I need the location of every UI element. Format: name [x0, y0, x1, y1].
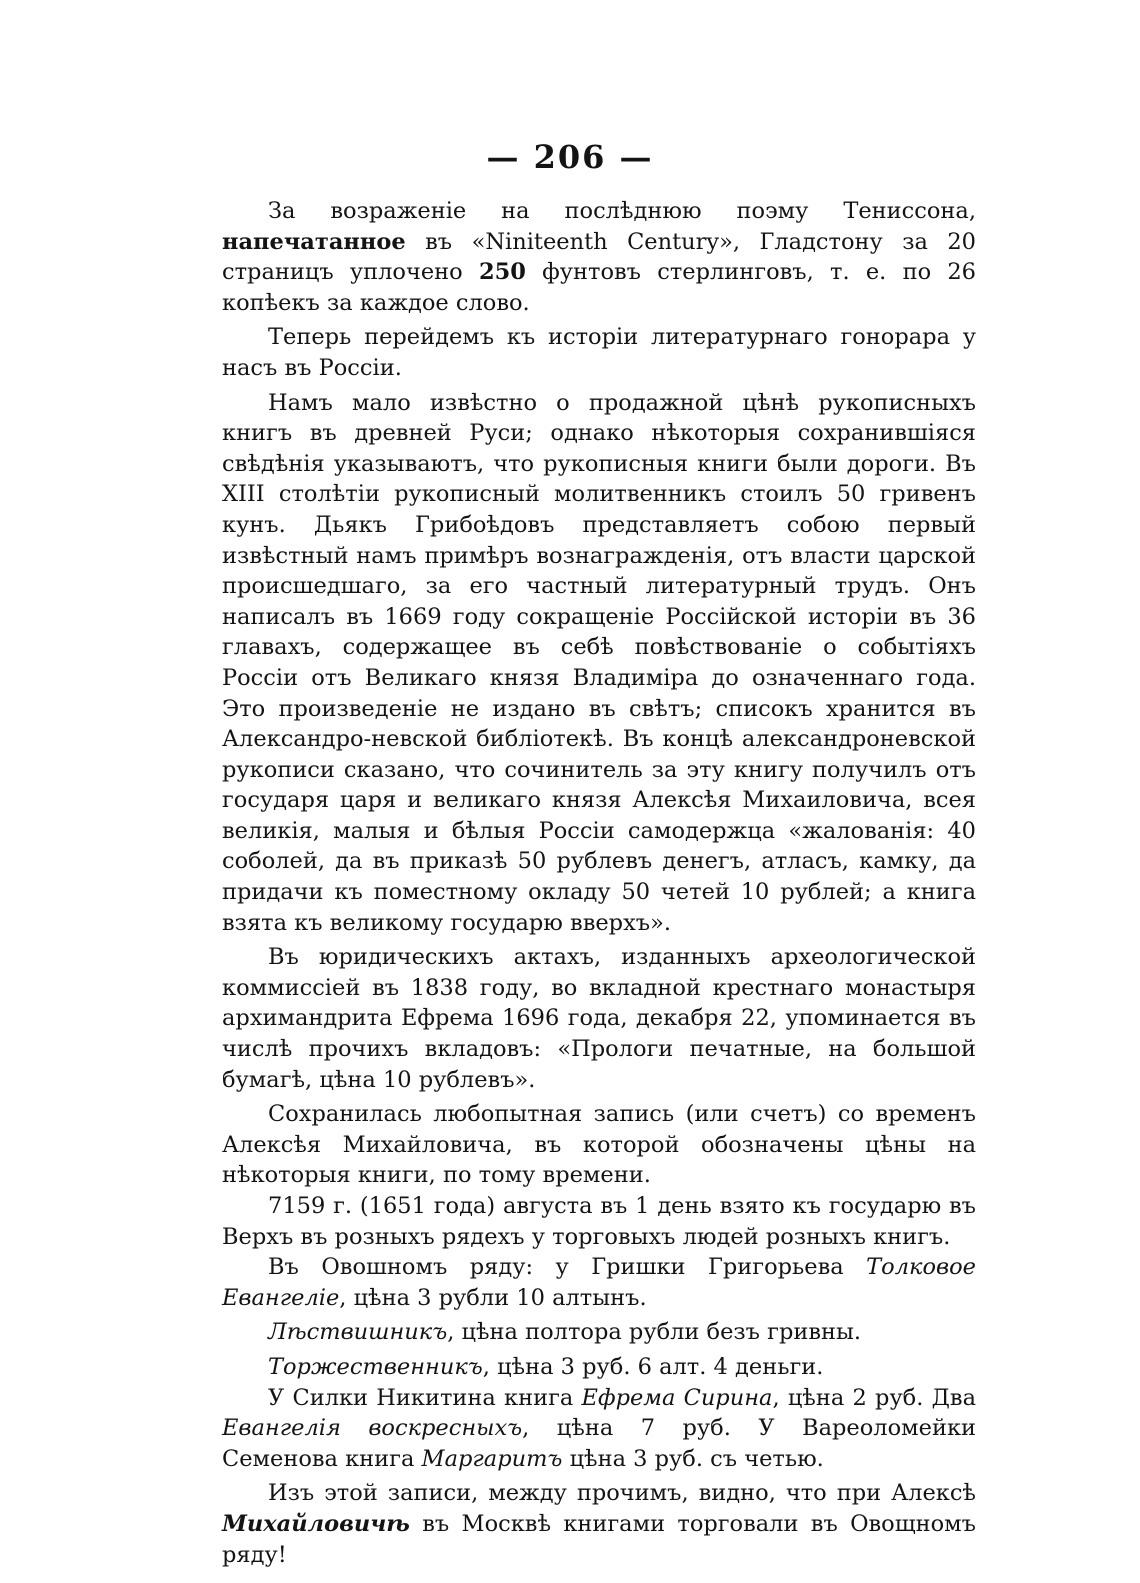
paragraph-ovoshnoy-row: Въ Овошномъ ряду: у Гришки Григорьева Толковое Евангеліе, цѣна 3 рубли 10 алтынъ.: [222, 1254, 976, 1311]
paragraph-legal-acts: Въ юридическихъ актахъ, изданныхъ археологической коммиссіей въ 1838 году, во вкладной крестнаго монастыря архимандрита Ефрема 1696 года, декабря 22, упоминается въ числѣ прочихъ вкладовъ: «Прологи печатные, на большой бумагѣ, цѣна 10 рублевъ».: [222, 944, 976, 1093]
paragraph-tennyson: За возраженіе на послѣднюю поэму Тениссона, напечатанное въ «Niniteenth Century», Гладстону за 20 страницъ уплочено 250 фунтовъ стерлинговъ, т. е. по 26 копѣекъ за каждое слово.: [222, 198, 976, 316]
book-title: Лѣствишникъ: [268, 1319, 448, 1346]
paragraph-manuscripts: Намъ мало извѣстно о продажной цѣнѣ рукописныхъ книгъ въ древней Руси; однако нѣкоторыя сохранившіяся свѣдѣнія указываютъ, что рукописныя книги были дороги. Въ XIII столѣтіи рукописный молитвенникъ стоилъ 50 гривенъ кунъ. Дьякъ Грибоѣдовъ представляетъ собою первый извѣстный намъ примѣръ вознагражденія, отъ власти царской происшедшаго, за его частный литературный трудъ. Онъ написалъ въ 1669 году сокращеніе Россійской исторіи въ 36 главахъ, содержащее въ себѣ повѣствованіе о событіяхъ Россіи отъ Великаго князя Владиміра до означеннаго года. Это произведеніе не издано въ свѣтъ; списокъ хранится въ Александро-невской библіотекѣ. Въ концѣ александроневской рукописи сказано, что сочинитель за эту книгу получилъ отъ государя царя и великаго князя Алексѣя Михаиловича, всея великія, малыя и бѣлыя Россіи самодержца «жалованія: 40 соболей, да въ приказѣ 50 рублевъ денегъ, атласъ, камку, да придачи къ поместному окладу 50 четей 10 рублей; а книга взята къ великому государю вверхъ».: [222, 389, 976, 936]
paragraph-date-entry: 7159 г. (1651 года) августа въ 1 день взято къ государю въ Верхъ въ розныхъ рядехъ у торговыхъ людей розныхъ книгъ.: [222, 1193, 976, 1250]
paragraph-lestvishnik: Лѣствишникъ, цѣна полтора рубли безъ гривны.: [268, 1319, 862, 1346]
book-title: Евангелія воскресныхъ: [222, 1415, 523, 1442]
book-title: Торжественникъ: [268, 1353, 483, 1380]
paragraph-conclusion: Изъ этой записи, между прочимъ, видно, что при Алексѣ Михайловичѣ въ Москвѣ книгами торговали въ Овощномъ ряду!: [222, 1480, 976, 1568]
body-text: [222, 196, 976, 1574]
book-title: Ефрема Сирина: [581, 1384, 773, 1411]
book-title: Маргаритъ: [421, 1445, 563, 1472]
paragraph-record: Сохранилась любопытная запись (или счетъ) со временъ Алексѣя Михайловича, въ которой обозначены цѣны на нѣкоторыя книги, по тому времени.: [222, 1101, 976, 1189]
paragraph-russia-intro: Теперь перейдемъ къ исторіи литературнаго гонорара у насъ въ Россіи.: [222, 324, 976, 381]
paragraph-silka-nikitin: У Силки Никитина книга Ефрема Сирина, цѣна 2 руб. Два Евангелія воскресныхъ, цѣна 7 руб. У Вареоломейки Семенова книга Маргаритъ цѣна 3 руб. съ четью.: [222, 1384, 976, 1472]
book-title: Толковое Евангеліе: [222, 1254, 976, 1311]
paragraph-torzhestvennik: Торжественникъ, цѣна 3 руб. 6 алт. 4 деньги.: [268, 1353, 824, 1380]
page-number: — 206 —: [486, 138, 654, 176]
